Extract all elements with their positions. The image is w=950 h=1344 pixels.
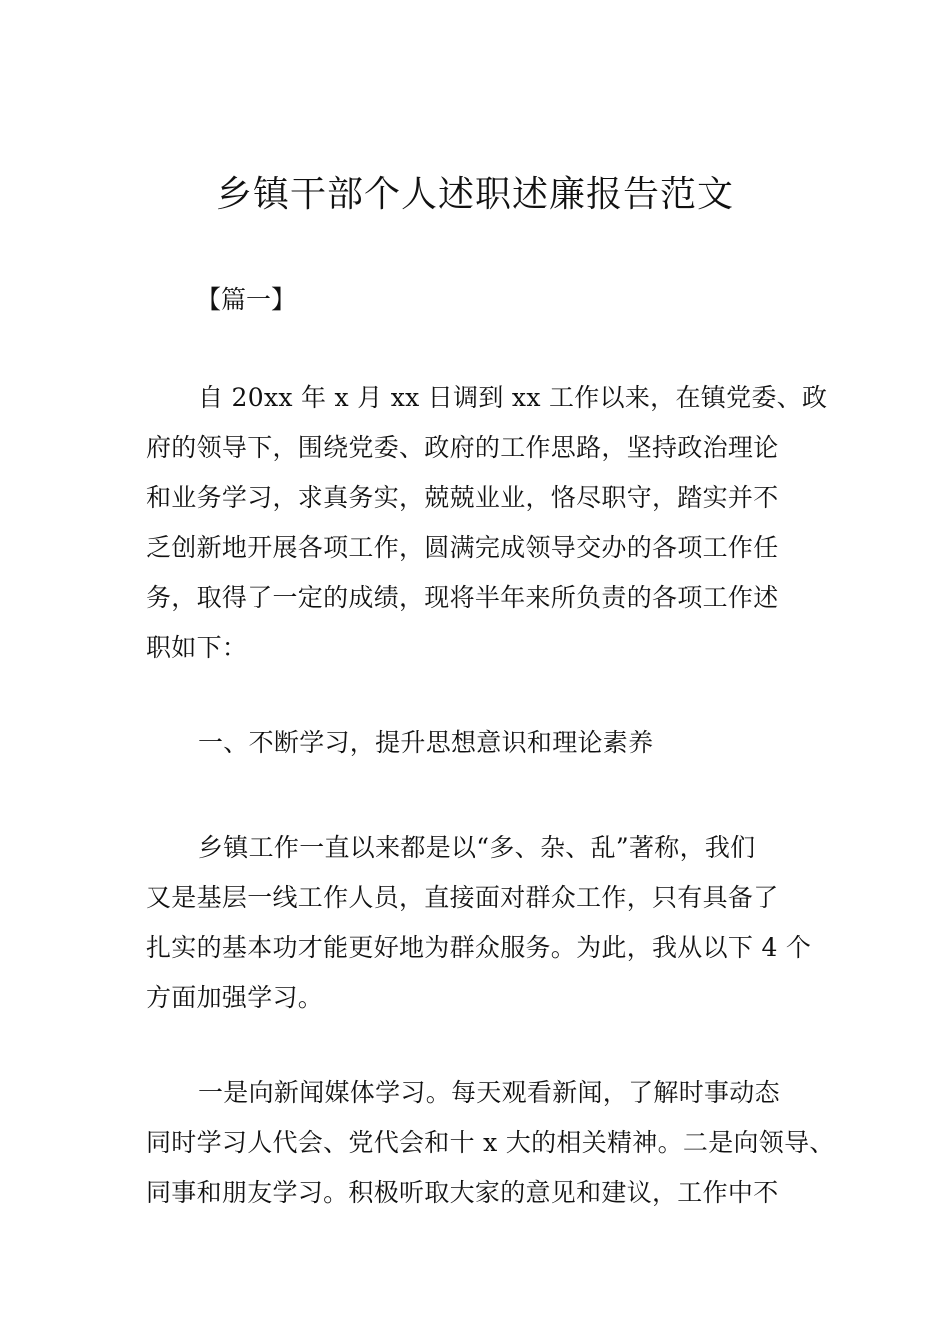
paragraph-intro [146, 373, 828, 673]
paragraph-line: 扎实的基本功才能更好地为群众服务。为此，我从以下 4 个 [146, 933, 812, 962]
section-label: 【篇一】 [196, 285, 297, 314]
paragraph-learning [146, 823, 816, 1023]
paragraph-line: 同事和朋友学习。积极听取大家的意见和建议，工作中不 [146, 1178, 779, 1207]
paragraph-line: 方面加强学习。 [146, 983, 324, 1012]
paragraph-line: 府的领导下，围绕党委、政府的工作思路，坚持政治理论 [146, 433, 779, 462]
paragraph-line: 务，取得了一定的成绩，现将半年来所负责的各项工作述 [146, 583, 779, 612]
paragraph-methods [146, 1068, 835, 1218]
paragraph-line: 自 20xx 年 x 月 xx 日调到 xx 工作以来，在镇党委、政 [198, 383, 828, 412]
paragraph-line: 乏创新地开展各项工作，圆满完成领导交办的各项工作任 [146, 533, 779, 562]
document-title: 乡镇干部个人述职述廉报告范文 [215, 174, 734, 215]
heading-line: 一、不断学习，提升思想意识和理论素养 [198, 728, 654, 757]
paragraph-line: 乡镇工作一直以来都是以“多、杂、乱”著称，我们 [198, 833, 756, 862]
paragraph-line: 一是向新闻媒体学习。每天观看新闻，了解时事动态 [198, 1078, 780, 1107]
paragraph-line: 职如下： [146, 633, 248, 662]
paragraph-line: 和业务学习，求真务实，兢兢业业，恪尽职守，踏实并不 [146, 483, 779, 512]
section-heading [146, 718, 816, 768]
paragraph-line: 同时学习人代会、党代会和十 x 大的相关精神。二是向领导、 [146, 1128, 835, 1157]
paragraph-line: 又是基层一线工作人员，直接面对群众工作，只有具备了 [146, 883, 779, 912]
